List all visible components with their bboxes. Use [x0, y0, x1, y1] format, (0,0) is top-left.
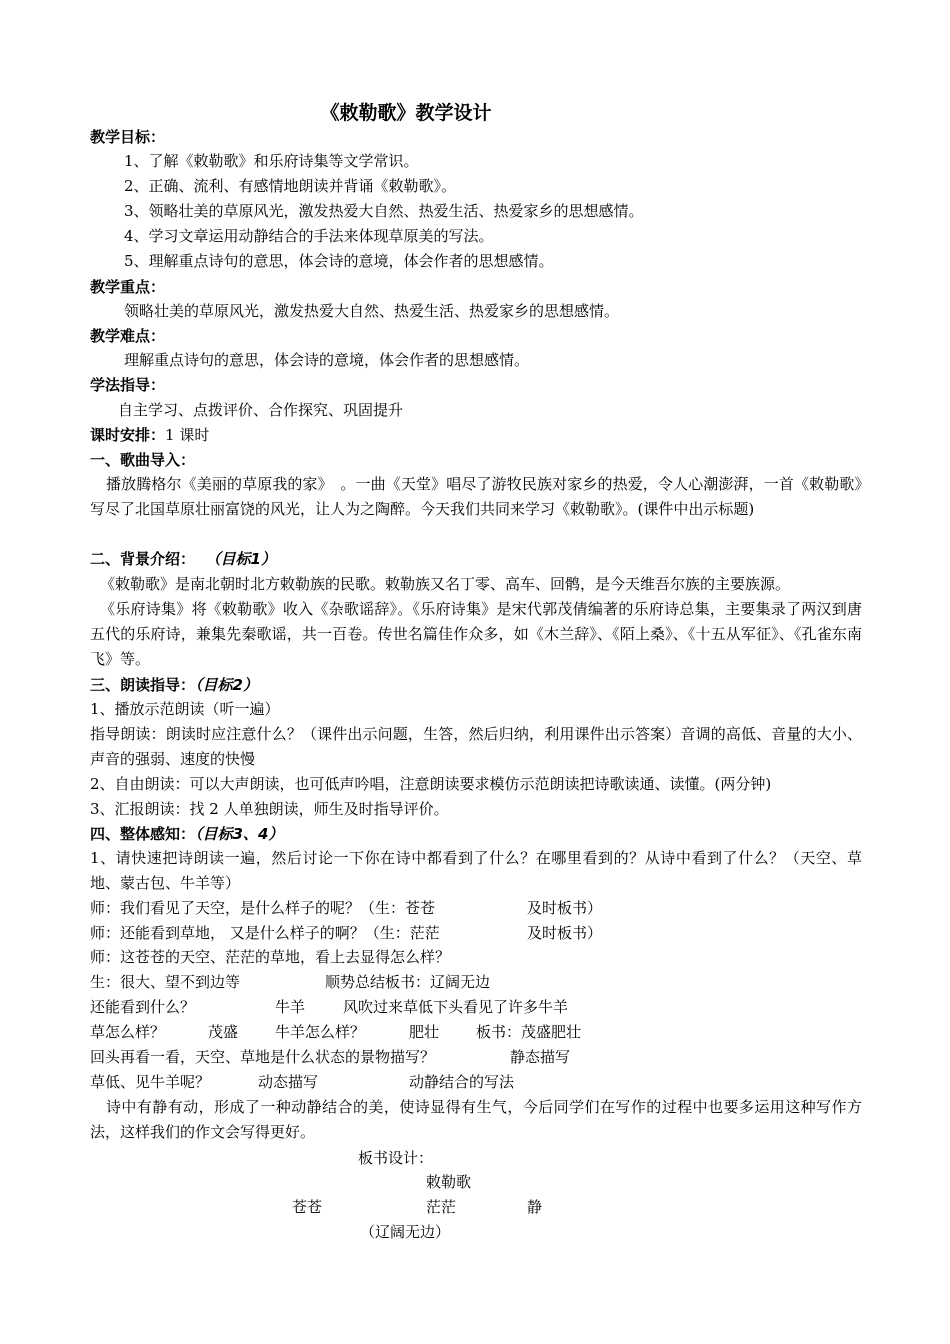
- dialogue-3: 师：这苍苍的天空、茫茫的草地，看上去显得怎么样？: [90, 948, 451, 966]
- goal-item-2: 2、正确、流利、有感情地朗读并背诵《敕勒歌》。: [124, 177, 457, 195]
- board-word-mangmang: 茫茫: [426, 1198, 457, 1216]
- section4-goal-tag: （目标3、4）: [195, 825, 284, 843]
- dialogue-6b: 茂盛: [208, 1023, 239, 1041]
- board-heading: 板书设计：: [358, 1149, 434, 1167]
- section2-goal-tag: （目标1）: [213, 550, 276, 568]
- dialogue-6c: 牛羊怎么样？: [275, 1023, 366, 1041]
- section4-heading: 四、整体感知：: [90, 825, 196, 843]
- dialogue-7a: 回头再看一看，天空、草地是什么状态的景物描写？: [90, 1048, 436, 1066]
- dialogue-8b: 动态描写: [258, 1073, 319, 1091]
- dialogue-8a: 草低、见牛羊呢？: [90, 1073, 211, 1091]
- dialogue-1a: 师：我们看见了天空，是什么样子的呢？（生：苍苍: [90, 899, 436, 917]
- dialogue-2a: 师：还能看到草地， 又是什么样子的啊？（生：茫茫: [90, 924, 440, 942]
- section3-line-4: 3、汇报朗读：找 2 人单独朗读，师生及时指导评价。: [90, 800, 449, 818]
- section1-text: 播放腾格尔《美丽的草原我的家》 。一曲《天堂》唱尽了游牧民族对家乡的热爱，令人心潮澎湃，一首《敕勒歌》写尽了北国草原壮丽富饶的风光，让人为之陶醉。今天我们共同来学习《敕勒歌》。(课件中出示标题): [90, 475, 862, 518]
- board-word-liaokuo: （辽阔无边）: [360, 1223, 451, 1241]
- section2-heading: 二、背景介绍：: [90, 550, 196, 568]
- section3-heading-line: [90, 673, 258, 697]
- dialogue-1b: 及时板书）: [527, 899, 603, 917]
- goal-item-4: 4、学习文章运用动静结合的手法来体现草原美的写法。: [124, 227, 494, 245]
- dialogue-4a: 生：很大、望不到边等: [90, 973, 241, 991]
- section3-goal-tag: （目标2）: [195, 676, 258, 694]
- board-word-jing: 静: [527, 1198, 543, 1216]
- section4-summary: 诗中有静有动，形成了一种动静结合的美，使诗显得有生气，今后同学们在写作的过程中也要多运用这种写作方法，这样我们的作文会写得更好。: [90, 1098, 862, 1141]
- goal-item-5: 5、理解重点诗句的意思，体会诗的意境，体会作者的思想感情。: [124, 252, 554, 270]
- board-word-canggang: 苍苍: [292, 1198, 323, 1216]
- dialogue-6a: 草怎么样？: [90, 1023, 166, 1041]
- section3-line-1: 1、播放示范朗读（听一遍）: [90, 700, 280, 718]
- section3-heading: 三、朗读指导：: [90, 676, 196, 694]
- board-title: 敕勒歌: [426, 1173, 472, 1191]
- section2-paragraph-1: 《敕勒歌》是南北朝时北方敕勒族的民歌。敕勒族又名丁零、高车、回鹘，是今天维吾尔族的主要族源。: [100, 575, 791, 593]
- dialogue-5c: 风吹过来草低下头看见了许多牛羊: [343, 998, 569, 1016]
- dialogue-8c: 动静结合的写法: [409, 1073, 515, 1091]
- dialogue-5a: 还能看到什么？: [90, 998, 196, 1016]
- method-heading: 学法指导：: [90, 376, 166, 394]
- dialogue-5b: 牛羊: [275, 998, 306, 1016]
- section1-heading: 一、歌曲导入：: [90, 451, 196, 469]
- key-point-heading: 教学重点：: [90, 278, 166, 296]
- section4-heading-line: [90, 822, 283, 846]
- schedule-line: [90, 423, 209, 447]
- document-title: 《敕勒歌》教学设计: [320, 102, 492, 124]
- section3-line-3: 2、自由朗读：可以大声朗读，也可低声吟唱，注意朗读要求模仿示范朗读把诗歌读通、读懂。(两分钟): [90, 775, 772, 793]
- section2-paragraph-2: 《乐府诗集》将《敕勒歌》收入《杂歌谣辞》。《乐府诗集》是宋代郭茂倩编著的乐府诗总集，主要集录了两汉到唐五代的乐府诗，兼集先秦歌谣，共一百卷。传世名篇佳作众多，如《木兰辞》、《陌上桑》、《十五从军征》、《孔雀东南飞》等。: [90, 600, 862, 668]
- dialogue-6e: 板书：茂盛肥壮: [476, 1023, 582, 1041]
- key-point-text: 领略壮美的草原风光，激发热爱大自然、热爱生活、热爱家乡的思想感情。: [124, 302, 620, 320]
- dialogue-4b: 顺势总结板书：辽阔无边: [325, 973, 491, 991]
- difficulty-text: 理解重点诗句的意思，体会诗的意境，体会作者的思想感情。: [124, 351, 530, 369]
- dialogue-7b: 静态描写: [510, 1048, 571, 1066]
- difficulty-heading: 教学难点：: [90, 327, 166, 345]
- dialogue-6d: 肥壮: [409, 1023, 440, 1041]
- goal-item-1: 1、了解《敕勒歌》和乐府诗集等文学常识。: [124, 152, 419, 170]
- section3-line-2: 指导朗读：朗读时应注意什么？（课件出示问题，生答，然后归纳，利用课件出示答案）音调的高低、音量的大小、声音的强弱、速度的快慢: [90, 725, 862, 768]
- dialogue-2b: 及时板书）: [527, 924, 603, 942]
- section2-heading-line: [90, 547, 276, 571]
- goals-heading: 教学目标：: [90, 128, 166, 146]
- goal-item-3: 3、领略壮美的草原风光，激发热爱大自然、热爱生活、热爱家乡的思想感情。: [124, 202, 644, 220]
- section4-question-1: 1、请快速把诗朗读一遍，然后讨论一下你在诗中都看到了什么？在哪里看到的？从诗中看到了什么？（天空、草地、蒙古包、牛羊等）: [90, 849, 862, 892]
- schedule-heading: 课时安排：: [90, 426, 166, 444]
- schedule-text: 1 课时: [165, 426, 210, 444]
- method-text: 自主学习、点拨评价、合作探究、巩固提升: [118, 401, 404, 419]
